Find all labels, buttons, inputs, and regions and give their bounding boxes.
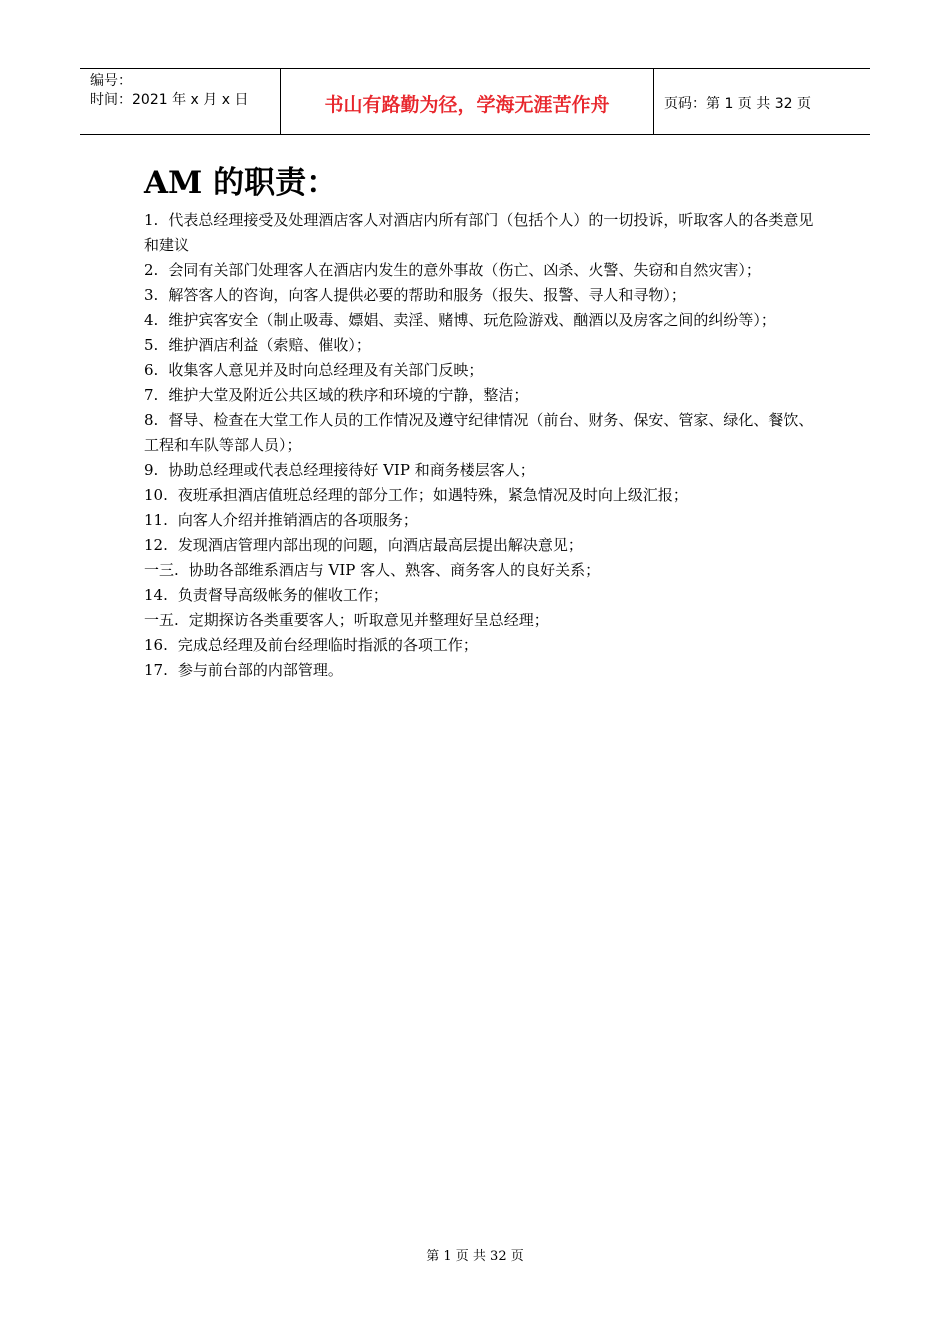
item-text: 协助总经理或代表总经理接待好 VIP 和商务楼层客人； [168, 461, 535, 479]
document-body [144, 158, 814, 683]
page-footer: 第 1 页 共 32 页 [426, 1249, 524, 1264]
list-item [144, 658, 814, 683]
item-text: 维护大堂及附近公共区域的秩序和环境的宁静，整洁； [168, 386, 529, 404]
item-text: 代表总经理接受及处理酒店客人对酒店内所有部门（包括个人）的一切投诉，听取客人的各类意见和建议 [144, 211, 814, 254]
duty-list [144, 208, 814, 683]
item-text: 维护酒店利益（索赔、催收）； [168, 336, 371, 354]
list-item [144, 383, 814, 408]
list-item [144, 533, 814, 558]
item-text: 督导、检查在大堂工作人员的工作情况及遵守纪律情况（前台、财务、保安、管家、绿化、餐饮、工程和车队等部人员）； [144, 411, 814, 454]
item-text: 夜班承担酒店值班总经理的部分工作；如遇特殊，紧急情况及时向上级汇报； [177, 486, 688, 504]
item-text: 维护宾客安全（制止吸毒、嫖娼、卖淫、赌博、玩危险游戏、酗酒以及房客之间的纠纷等）； [168, 311, 776, 329]
item-number: 8. [144, 411, 159, 429]
list-item [144, 208, 814, 258]
item-number: 1. [144, 211, 159, 229]
list-item [144, 283, 814, 308]
item-number: 6. [144, 361, 159, 379]
document-header [80, 68, 870, 135]
page-title: AM 的职责： [144, 165, 338, 201]
list-item [144, 333, 814, 358]
list-item [144, 508, 814, 533]
item-number: 3. [144, 286, 159, 304]
item-text: 协助各部维系酒店与 VIP 客人、熟客、商务客人的良好关系； [188, 561, 601, 579]
list-item [144, 258, 814, 283]
list-item [144, 408, 814, 458]
list-item [144, 458, 814, 483]
number-label: 编号： [90, 73, 132, 89]
list-item [144, 308, 814, 333]
item-number: 一五. [144, 611, 179, 629]
list-item [144, 608, 814, 633]
item-number: 9. [144, 461, 159, 479]
item-number: 4. [144, 311, 159, 329]
item-number: 14. [144, 586, 168, 604]
item-number: 7. [144, 386, 159, 404]
item-text: 定期探访各类重要客人；听取意见并整理好呈总经理； [188, 611, 549, 629]
item-text: 收集客人意见并及时向总经理及有关部门反映； [168, 361, 484, 379]
item-text: 会同有关部门处理客人在酒店内发生的意外事故（伤亡、凶杀、火警、失窃和自然灾害）； [168, 261, 761, 279]
item-number: 12. [144, 536, 168, 554]
header-meta-cell [80, 69, 281, 134]
item-number: 一三. [144, 561, 179, 579]
item-number: 10. [144, 486, 168, 504]
list-item [144, 633, 814, 658]
item-text: 参与前台部的内部管理。 [177, 661, 343, 679]
item-number: 16. [144, 636, 168, 654]
item-text: 解答客人的咨询，向客人提供必要的帮助和服务（报失、报警、寻人和寻物）； [168, 286, 686, 304]
item-text: 向客人介绍并推销酒店的各项服务； [177, 511, 418, 529]
item-text: 负责督导高级帐务的催收工作； [177, 586, 388, 604]
list-item [144, 358, 814, 383]
list-item [144, 558, 814, 583]
item-number: 11. [144, 511, 168, 529]
motto-text: 书山有路勤为径，学海无涯苦作舟 [281, 69, 654, 134]
item-number: 2. [144, 261, 159, 279]
time-label: 时间：2021 年 x 月 x 日 [90, 92, 249, 108]
item-text: 完成总经理及前台经理临时指派的各项工作； [177, 636, 478, 654]
item-text: 发现酒店管理内部出现的问题，向酒店最高层提出解决意见； [177, 536, 583, 554]
item-number: 5. [144, 336, 159, 354]
item-number: 17. [144, 661, 168, 679]
page-info: 页码：第 1 页 共 32 页 [664, 95, 811, 112]
list-item [144, 483, 814, 508]
list-item [144, 583, 814, 608]
